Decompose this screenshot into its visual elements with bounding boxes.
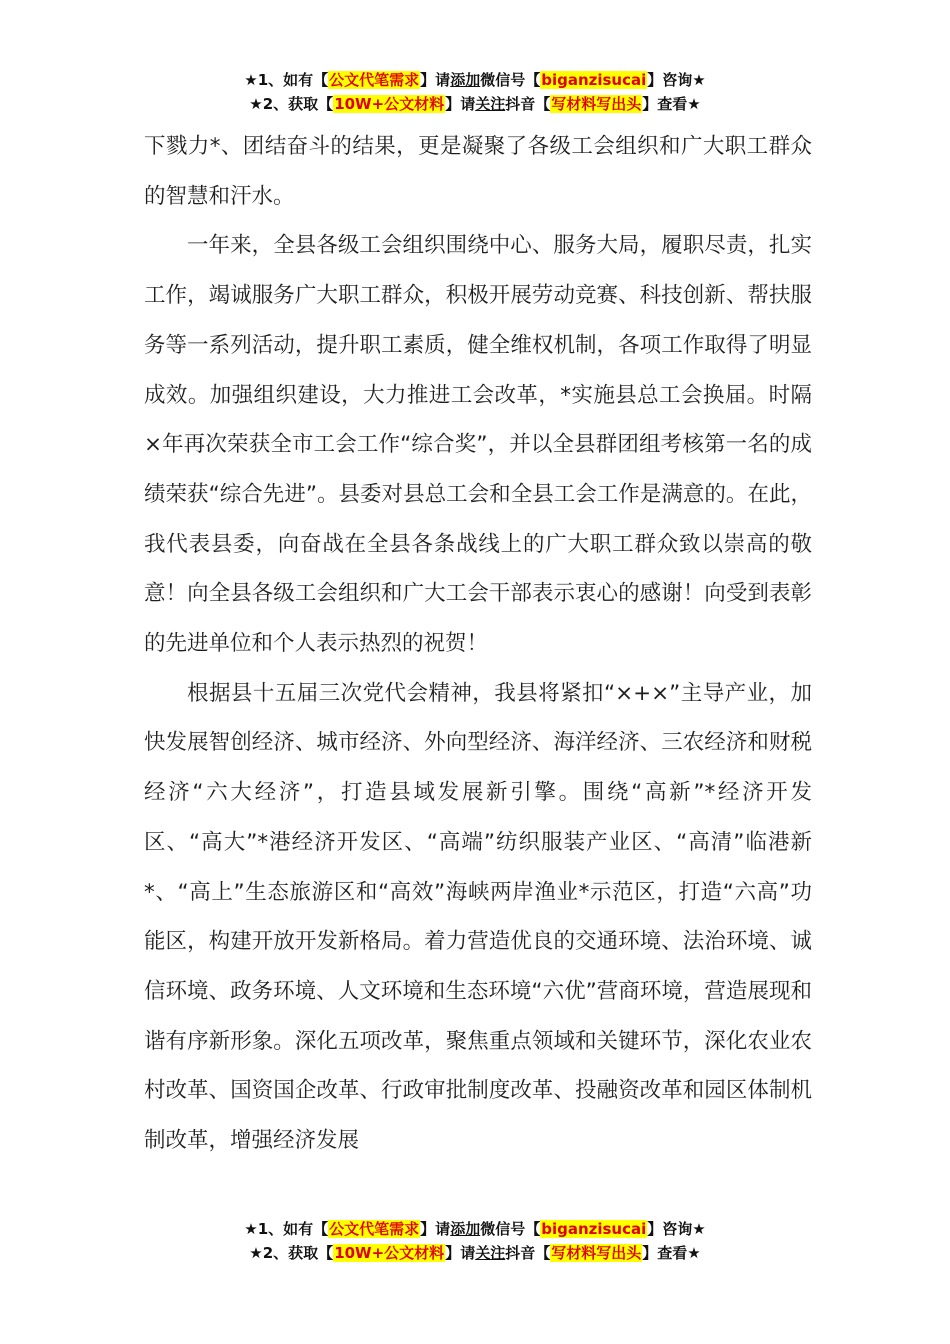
banner-line-1-middle-2: 微信号【 [480, 71, 541, 89]
banner-line-1-suffix: 】咨询★ [647, 71, 706, 89]
banner-line-1-middle: 】请 [420, 1220, 451, 1238]
paragraph: 一年来，全县各级工会组织围绕中心、服务大局，履职尽责，扎实工作，竭诚服务广大职工群众，积极开展劳动竞赛、科技创新、帮扶服务等一系列活动，提升职工素质，健全维权机制，各项工作取得了明显成效。加强组织建设，大力推进工会改革，*实施县总工会换届。时隔×年再次荣获全市工会工作“综合奖”，并以全县群团组考核第一名的成绩荣获“综合先进”。县委对县总工会和全县工会工作是满意的。在此，我代表县委，向奋战在全县各条战线上的广大职工群众致以崇高的敬意！向全县各级工会组织和广大工会干部表示衷心的感谢！向受到表彰的先进单位和个人表示热烈的祝贺！ [144, 233, 812, 657]
banner-line-1-middle-2: 微信号【 [480, 1220, 541, 1238]
banner-highlight-ghostwriting: 公文代笔需求 [329, 1220, 420, 1238]
banner-highlight-wechat-id: biganzisucai [541, 71, 647, 89]
document-body [144, 122, 812, 1166]
banner-line-2 [0, 92, 950, 116]
banner-line-2-prefix: ★2、获取【 [249, 1244, 334, 1262]
banner-line-1 [0, 1217, 950, 1241]
banner-line-2-prefix: ★2、获取【 [249, 95, 334, 113]
banner-line-1 [0, 68, 950, 92]
banner-line-2-middle: 】请 [445, 1244, 476, 1262]
banner-line-2-emphasis: 关注 [475, 95, 506, 113]
banner-line-1-prefix: ★1、如有【 [244, 1220, 329, 1238]
banner-line-2-middle: 】请 [445, 95, 476, 113]
banner-line-2-suffix: 】查看★ [642, 95, 701, 113]
banner-highlight-douyin-account: 写材料写出头 [551, 95, 642, 113]
banner-line-2-suffix: 】查看★ [642, 1244, 701, 1262]
banner-line-2 [0, 1241, 950, 1265]
banner-line-2-middle-2: 抖音【 [505, 95, 551, 113]
paragraph: 下戮力*、团结奋斗的结果，更是凝聚了各级工会组织和广大职工群众的智慧和汗水。 [144, 134, 812, 209]
banner-line-1-prefix: ★1、如有【 [244, 71, 329, 89]
banner-highlight-wechat-id: biganzisucai [541, 1220, 647, 1238]
banner-line-1-emphasis: 添加 [450, 71, 481, 89]
banner-line-1-suffix: 】咨询★ [647, 1220, 706, 1238]
banner-line-1-emphasis: 添加 [450, 1220, 481, 1238]
paragraph: 根据县十五届三次党代会精神，我县将紧扣“×+×”主导产业，加快发展智创经济、城市经济、外向型经济、海洋经济、三农经济和财税经济“六大经济”，打造县域发展新引擎。围绕“高新”*经济开发区、“高大”*港经济开发区、“高端”纺织服装产业区、“高清”临港新*、“高上”生态旅游区和“高效”海峡两岸渔业*示范区，打造“六高”功能区，构建开放开发新格局。着力营造优良的交通环境、法治环境、诚信环境、政务环境、人文环境和生态环境“六优”营商环境，营造展现和谐有序新形象。深化五项改革，聚焦重点领域和关键环节，深化农业农村改革、国资国企改革、行政审批制度改革、投融资改革和园区体制机制改革，增强经济发展 [144, 680, 812, 1154]
banner-line-1-middle: 】请 [420, 71, 451, 89]
banner-highlight-materials: 10W+公文材料 [334, 1244, 445, 1262]
banner-highlight-materials: 10W+公文材料 [334, 95, 445, 113]
banner-line-2-emphasis: 关注 [475, 1244, 506, 1262]
banner-highlight-ghostwriting: 公文代笔需求 [329, 71, 420, 89]
banner-line-2-middle-2: 抖音【 [505, 1244, 551, 1262]
header-banner [0, 68, 950, 116]
banner-highlight-douyin-account: 写材料写出头 [551, 1244, 642, 1262]
footer-banner [0, 1217, 950, 1265]
